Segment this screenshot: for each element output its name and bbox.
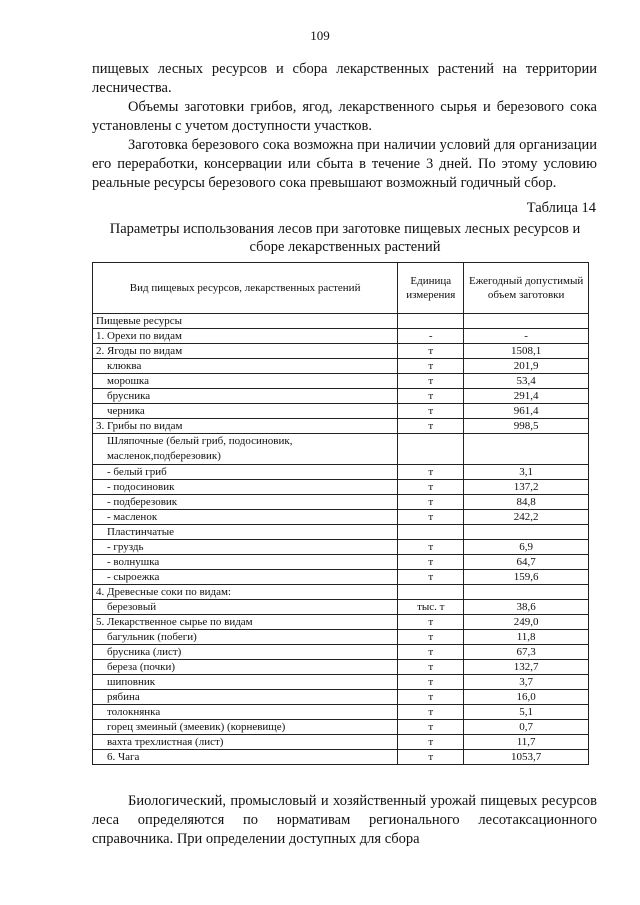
cell-resource-name: береза (почки): [93, 660, 398, 675]
cell-volume: 961,4: [464, 404, 589, 419]
header-unit: Единица измерения: [398, 263, 464, 314]
table-row: [93, 585, 589, 600]
cell-resource-name: Пластинчатые: [93, 525, 398, 540]
cell-unit: т: [398, 615, 464, 630]
table-row: [93, 570, 589, 585]
cell-unit: -: [398, 329, 464, 344]
cell-unit: т: [398, 570, 464, 585]
cell-unit: т: [398, 675, 464, 690]
table-row: [93, 735, 589, 750]
table-row: [93, 660, 589, 675]
paragraph-text: Объемы заготовки грибов, ягод, лекарственного сырья и березового сока установлены с учетом доступности участков.: [92, 99, 597, 134]
table-row: [93, 329, 589, 344]
table-row: [93, 705, 589, 720]
bottom-paragraph: [92, 792, 597, 849]
cell-unit: т: [398, 750, 464, 765]
cell-unit: т: [398, 540, 464, 555]
header-resource-type: Вид пищевых ресурсов, лекарственных растений: [93, 263, 398, 314]
cell-volume: 1508,1: [464, 344, 589, 359]
table-row: [93, 314, 589, 329]
cell-resource-name: - волнушка: [93, 555, 398, 570]
cell-unit: [398, 434, 464, 465]
paragraph-text: Заготовка березового сока возможна при наличии условий для организации его переработки, консервации или сбыта в течение 3 дней. По этому условию реальные ресурсы березового сока превышают возможный годичный сбор.: [92, 137, 597, 191]
cell-volume: 38,6: [464, 600, 589, 615]
cell-volume: 0,7: [464, 720, 589, 735]
cell-unit: т: [398, 630, 464, 645]
cell-unit: т: [398, 705, 464, 720]
cell-resource-name: - сыроежка: [93, 570, 398, 585]
cell-volume: 3,1: [464, 465, 589, 480]
table-row: [93, 555, 589, 570]
cell-resource-name: 2. Ягоды по видам: [93, 344, 398, 359]
table-row: [93, 540, 589, 555]
cell-unit: [398, 525, 464, 540]
cell-volume: 998,5: [464, 419, 589, 434]
table-row: [93, 645, 589, 660]
cell-unit: т: [398, 465, 464, 480]
table-row: [93, 344, 589, 359]
cell-volume: 5,1: [464, 705, 589, 720]
cell-unit: т: [398, 735, 464, 750]
cell-unit: т: [398, 344, 464, 359]
cell-resource-name: брусника: [93, 389, 398, 404]
table-row: [93, 690, 589, 705]
cell-volume: 84,8: [464, 495, 589, 510]
cell-volume: 291,4: [464, 389, 589, 404]
cell-volume: 3,7: [464, 675, 589, 690]
cell-resource-name: черника: [93, 404, 398, 419]
table-row: [93, 750, 589, 765]
table-title: Параметры использования лесов при заготовке пищевых лесных ресурсов и сборе лекарственных растений: [109, 221, 581, 255]
cell-unit: т: [398, 389, 464, 404]
cell-resource-name: морошка: [93, 374, 398, 389]
cell-unit: т: [398, 720, 464, 735]
table-row: [93, 359, 589, 374]
cell-unit: т: [398, 495, 464, 510]
cell-resource-name: клюква: [93, 359, 398, 374]
cell-volume: [464, 585, 589, 600]
cell-resource-name: 4. Древесные соки по видам:: [93, 585, 398, 600]
cell-resource-name: багульник (побеги): [93, 630, 398, 645]
cell-resource-name: брусника (лист): [93, 645, 398, 660]
paragraph-text: пищевых лесных ресурсов и сбора лекарственных растений на территории лесничества.: [92, 61, 597, 96]
cell-unit: т: [398, 374, 464, 389]
cell-volume: [464, 314, 589, 329]
header-annual-volume: Ежегодный допустимый объем заготовки: [464, 263, 589, 314]
table-row: [93, 374, 589, 389]
cell-unit: т: [398, 419, 464, 434]
cell-resource-name: 6. Чага: [93, 750, 398, 765]
cell-resource-name: шиповник: [93, 675, 398, 690]
table-label: Таблица 14: [526, 200, 596, 216]
paragraph-text: Биологический, промысловый и хозяйственный урожай пищевых ресурсов леса определяются по нормативам регионального лесотаксационного справочника. При определении доступных для сбора: [92, 793, 597, 847]
cell-unit: тыс. т: [398, 600, 464, 615]
table-row: [93, 510, 589, 525]
cell-volume: 159,6: [464, 570, 589, 585]
table-row: [93, 389, 589, 404]
cell-resource-name: - груздь: [93, 540, 398, 555]
cell-volume: 201,9: [464, 359, 589, 374]
cell-resource-name: - подберезовик: [93, 495, 398, 510]
cell-unit: т: [398, 555, 464, 570]
cell-unit: т: [398, 510, 464, 525]
cell-unit: [398, 585, 464, 600]
cell-volume: 1053,7: [464, 750, 589, 765]
cell-resource-name: - белый гриб: [93, 465, 398, 480]
cell-resource-name: рябина: [93, 690, 398, 705]
cell-unit: т: [398, 645, 464, 660]
cell-volume: 11,7: [464, 735, 589, 750]
table-row: [93, 434, 589, 465]
cell-resource-name: вахта трехлистная (лист): [93, 735, 398, 750]
cell-volume: 64,7: [464, 555, 589, 570]
table-row: [93, 720, 589, 735]
cell-resource-name: толокнянка: [93, 705, 398, 720]
cell-volume: 132,7: [464, 660, 589, 675]
cell-volume: 6,9: [464, 540, 589, 555]
cell-resource-name: горец змеиный (змеевик) (корневище): [93, 720, 398, 735]
table-header-row: [93, 263, 589, 314]
cell-unit: т: [398, 660, 464, 675]
cell-unit: [398, 314, 464, 329]
top-paragraphs: [92, 60, 597, 193]
cell-resource-name: Шляпочные (белый гриб, подосиновик, масленок,подберезовик): [93, 434, 398, 465]
cell-volume: 137,2: [464, 480, 589, 495]
table-row: [93, 600, 589, 615]
table-row: [93, 615, 589, 630]
cell-unit: т: [398, 359, 464, 374]
cell-volume: -: [464, 329, 589, 344]
cell-volume: 249,0: [464, 615, 589, 630]
cell-resource-name: 5. Лекарственное сырье по видам: [93, 615, 398, 630]
cell-unit: т: [398, 690, 464, 705]
cell-resource-name: - масленок: [93, 510, 398, 525]
cell-resource-name: 3. Грибы по видам: [93, 419, 398, 434]
cell-unit: т: [398, 404, 464, 419]
resources-table: [92, 262, 589, 765]
table-row: [93, 675, 589, 690]
cell-volume: [464, 525, 589, 540]
cell-resource-name: Пищевые ресурсы: [93, 314, 398, 329]
cell-volume: 67,3: [464, 645, 589, 660]
cell-volume: 16,0: [464, 690, 589, 705]
table-row: [93, 404, 589, 419]
cell-volume: 242,2: [464, 510, 589, 525]
cell-volume: [464, 434, 589, 465]
cell-volume: 11,8: [464, 630, 589, 645]
table-row: [93, 495, 589, 510]
table-row: [93, 630, 589, 645]
cell-unit: т: [398, 480, 464, 495]
cell-volume: 53,4: [464, 374, 589, 389]
cell-resource-name: - подосиновик: [93, 480, 398, 495]
cell-resource-name: 1. Орехи по видам: [93, 329, 398, 344]
table-row: [93, 525, 589, 540]
table-row: [93, 480, 589, 495]
cell-resource-name: березовый: [93, 600, 398, 615]
table-row: [93, 465, 589, 480]
page-number: 109: [310, 28, 330, 43]
table-row: [93, 419, 589, 434]
